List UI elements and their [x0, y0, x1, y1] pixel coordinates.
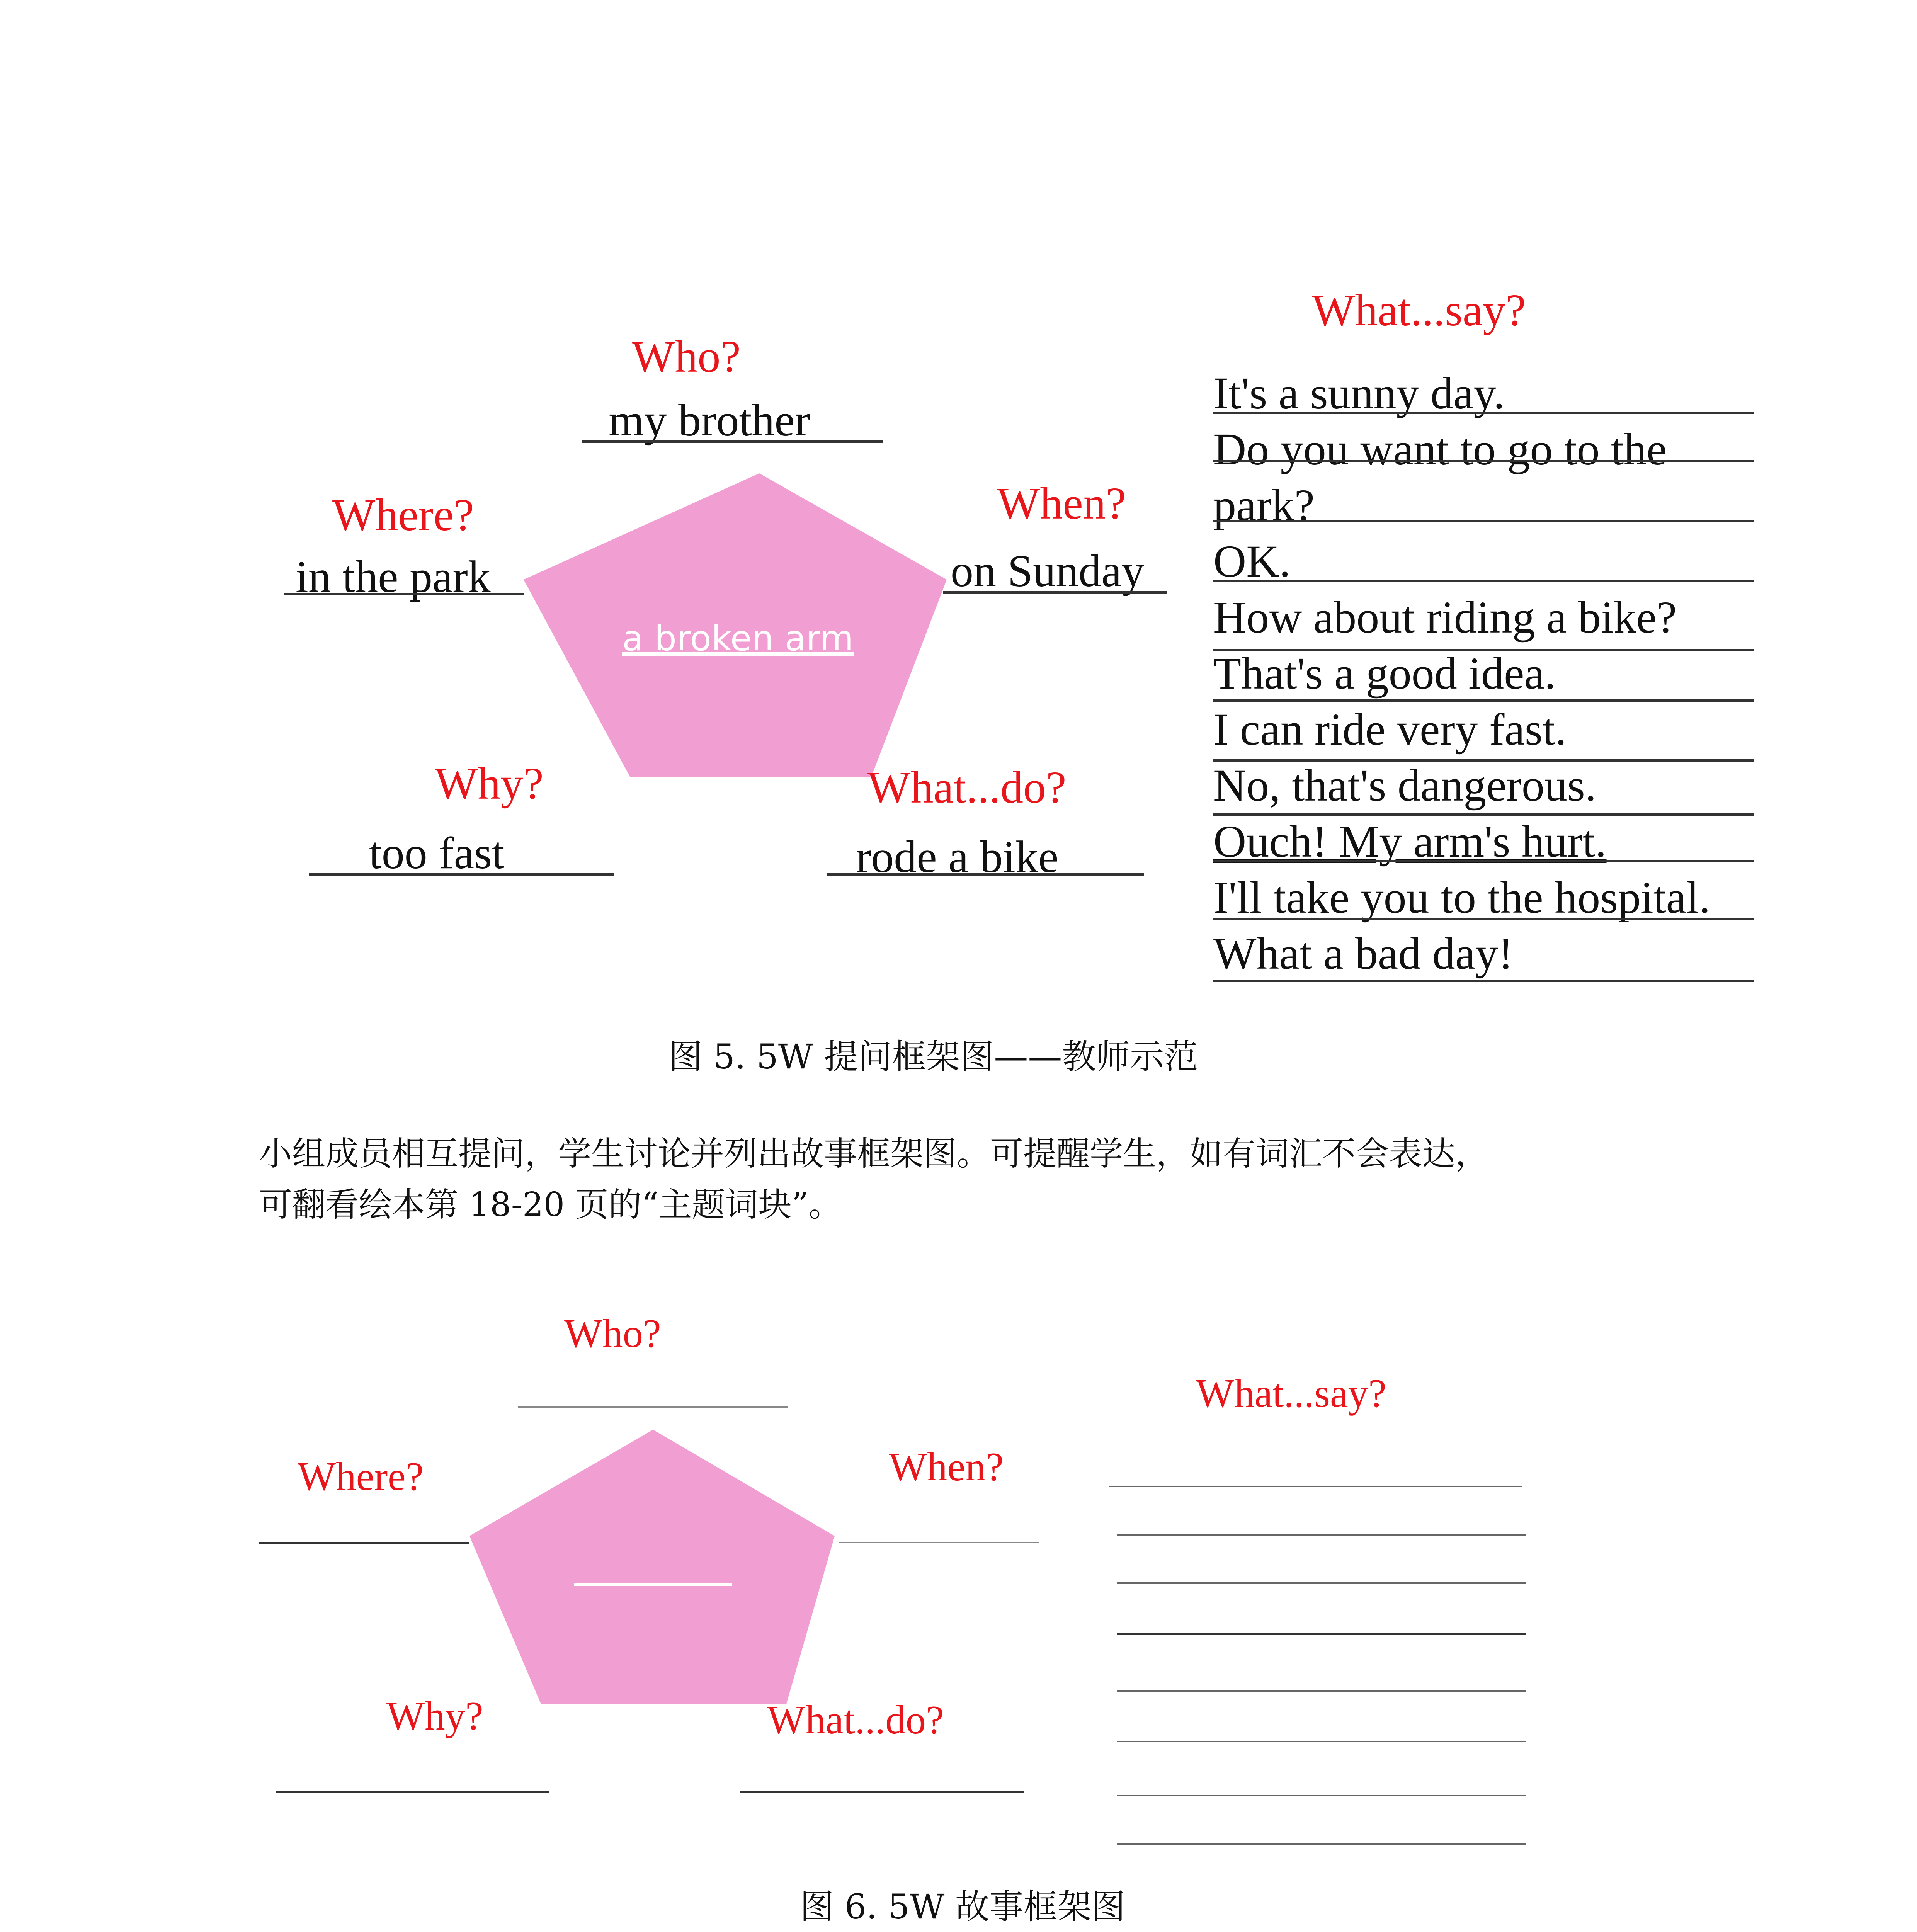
- fig6-label-when: When?: [889, 1444, 1004, 1489]
- intro-line-2: 可翻看绘本第 18-20 页的“主题词块”。: [259, 1185, 842, 1224]
- fig6-dialogue-rule: [1109, 1486, 1522, 1487]
- figure-5-caption: 图 5. 5W 提问框架图——教师示范: [668, 1037, 1198, 1077]
- fig6-label-what-say: What...say?: [1196, 1371, 1386, 1416]
- answer-what-do: rode a bike: [856, 832, 1059, 882]
- fig6-blank-what-do: [740, 1791, 1024, 1793]
- fig6-blank-where: [259, 1542, 469, 1544]
- fig6-blank-who: [518, 1406, 788, 1408]
- fig6-label-where: Where?: [298, 1454, 424, 1499]
- fig6-label-who: Who?: [564, 1311, 661, 1356]
- label-who: Who?: [632, 331, 741, 382]
- fig6-dialogue-rule: [1117, 1633, 1526, 1635]
- label-what-say: What...say?: [1312, 285, 1526, 335]
- dialogue-line: Do you want to go to the: [1213, 424, 1667, 474]
- fig6-dialogue-rule: [1117, 1795, 1526, 1796]
- answer-why: too fast: [369, 828, 505, 878]
- fig6-blank-why: [276, 1791, 549, 1793]
- label-why: Why?: [435, 758, 544, 809]
- dialogue-line: OK.: [1213, 536, 1291, 587]
- answer-center: a broken arm: [622, 618, 854, 659]
- answer-where: in the park: [296, 551, 491, 602]
- answer-who: my brother: [609, 395, 810, 446]
- dialogue-line: What a bad day!: [1213, 928, 1514, 979]
- label-when: When?: [997, 478, 1126, 529]
- answer-when: on Sunday: [951, 546, 1145, 596]
- fig6-dialogue-rule: [1117, 1582, 1526, 1584]
- label-what-do: What...do?: [867, 762, 1067, 813]
- fig6-label-what-do: What...do?: [767, 1697, 944, 1742]
- dialogue-line: I'll take you to the hospital.: [1213, 872, 1711, 923]
- figure-6-caption: 图 6. 5W 故事框架图: [800, 1887, 1126, 1927]
- dialogue-line: I can ride very fast.: [1213, 704, 1567, 755]
- dialogue-line: No, that's dangerous.: [1213, 760, 1597, 811]
- dialogue-line: Ouch! My arm's hurt.: [1213, 816, 1607, 867]
- intro-line-1: 小组成员相互提问，学生讨论并列出故事框架图。可提醒学生，如有词汇不会表达，: [259, 1134, 1488, 1173]
- fig6-label-why: Why?: [386, 1693, 483, 1738]
- dialogue-line: How about riding a bike?: [1213, 592, 1677, 643]
- dialogue-line: It's a sunny day.: [1213, 368, 1505, 418]
- fig6-dialogue-rule: [1117, 1741, 1526, 1742]
- dialogue-line: That's a good idea.: [1213, 648, 1556, 699]
- fig6-dialogue-rule: [1117, 1534, 1526, 1536]
- fig6-dialogue-rule: [1117, 1843, 1526, 1845]
- fig6-blank-when: [839, 1542, 1039, 1543]
- fig6-dialogue-rule: [1117, 1690, 1526, 1692]
- dialogue-line: park?: [1213, 480, 1315, 531]
- label-where: Where?: [332, 490, 474, 540]
